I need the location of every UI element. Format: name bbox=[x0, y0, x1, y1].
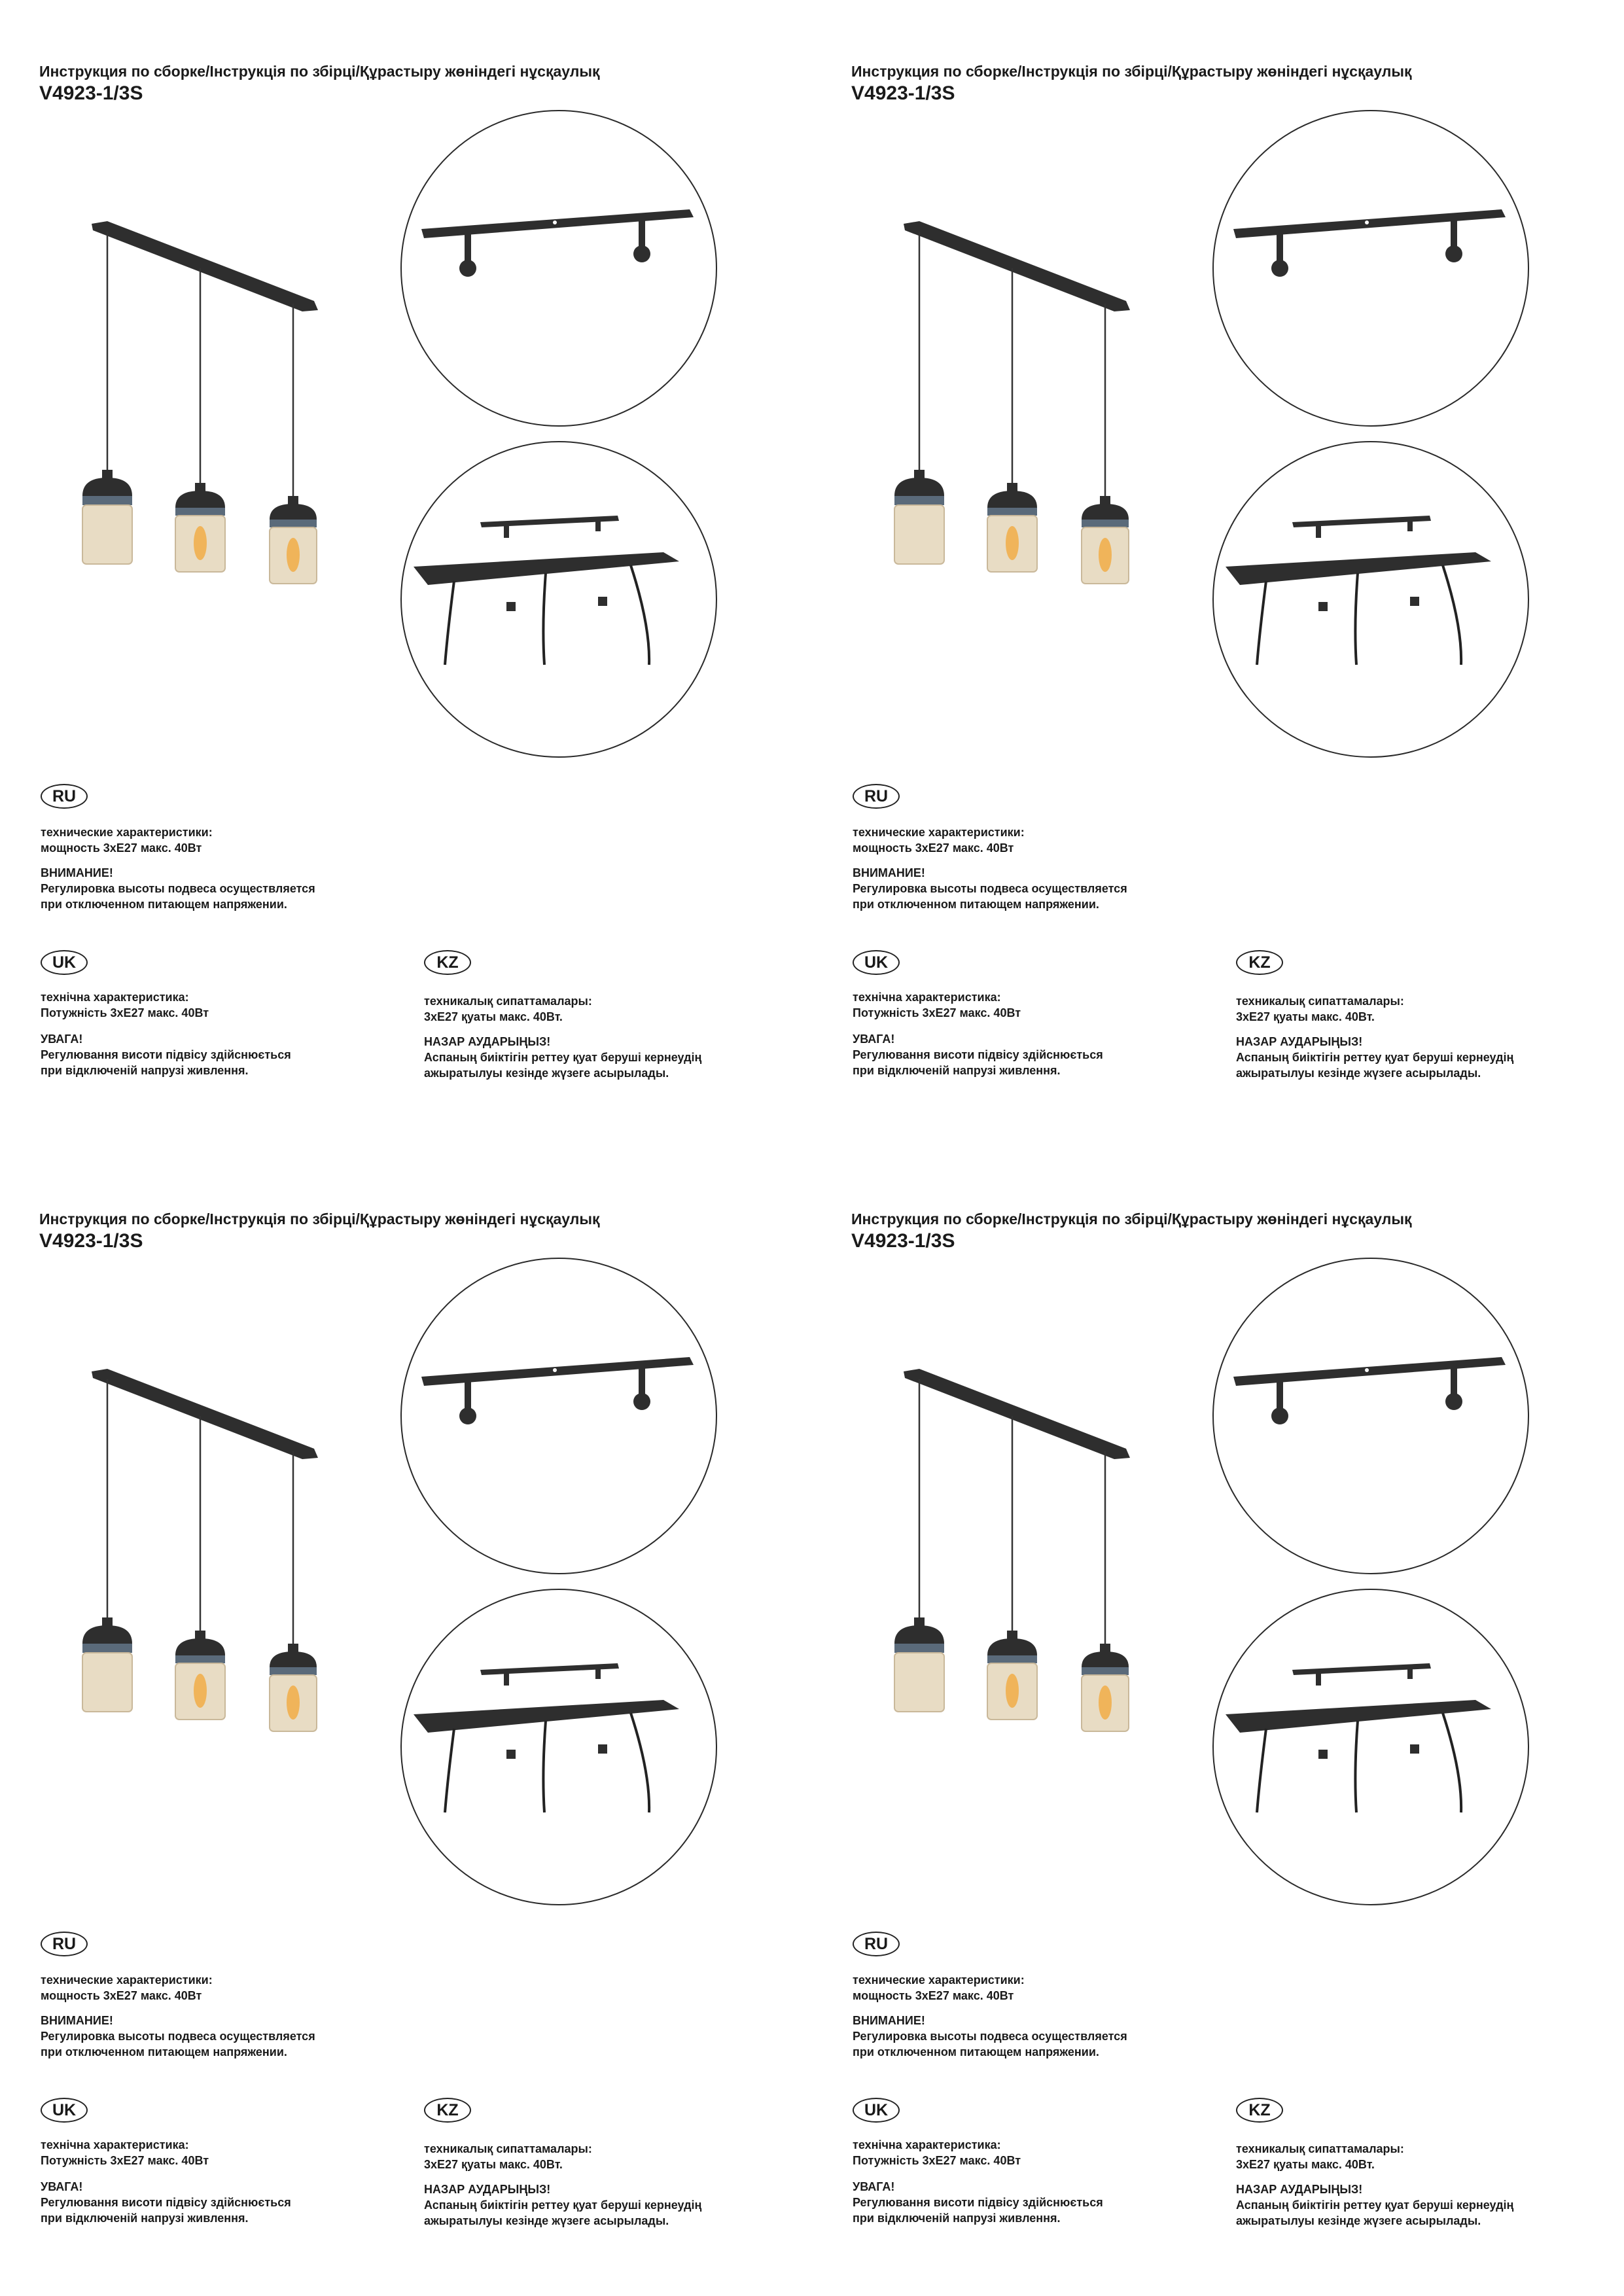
model-number: V4923-1/3S bbox=[39, 82, 143, 104]
uk-specs-heading: технічна характеристика: bbox=[41, 2138, 189, 2151]
uk-specs: Потужність 3хE27 макс. 40Вт bbox=[41, 2154, 209, 2167]
model-number: V4923-1/3S bbox=[851, 82, 955, 104]
instruction-title: Инструкция по сборке/Інструкція по збірці/Құрастыру жөніндегі нұсқаулық bbox=[851, 63, 1412, 80]
kz-warning-line2: ажыратылуы кезінде жүзеге асырылады. bbox=[424, 1067, 669, 1080]
ru-specs-heading: технические характеристики: bbox=[853, 826, 1025, 839]
kz-warning-heading: НАЗАР АУДАРЫҢЫЗ! bbox=[1236, 2183, 1363, 2196]
kz-specs: 3хE27 қуаты макс. 40Вт. bbox=[424, 1010, 563, 1023]
ru-warning-heading: ВНИМАНИЕ! bbox=[853, 866, 925, 879]
kz-warning-line1: Аспаның биіктігін реттеу қуат беруші кернеудің bbox=[424, 2199, 702, 2212]
uk-specs-heading: технічна характеристика: bbox=[853, 2138, 1001, 2151]
canopy-assembly-detail bbox=[1212, 441, 1529, 758]
ru-warning-line2: при отключенном питающем напряжении. bbox=[41, 2045, 287, 2058]
kz-warning-line2: ажыратылуы кезінде жүзеге асырылады. bbox=[424, 2214, 669, 2227]
instruction-panel bbox=[0, 0, 812, 1148]
kz-language-badge: KZ bbox=[424, 2098, 471, 2123]
instruction-title: Инструкция по сборке/Інструкція по збірці/Құрастыру жөніндегі нұсқаулық bbox=[39, 1210, 600, 1227]
ru-warning-heading: ВНИМАНИЕ! bbox=[41, 866, 113, 879]
ru-language-badge: RU bbox=[853, 1932, 900, 1956]
ru-specs: мощность 3хE27 макс. 40Вт bbox=[853, 1989, 1014, 2002]
kz-warning-line2: ажыратылуы кезінде жүзеге асырылады. bbox=[1236, 2214, 1481, 2227]
uk-warning-line2: при відключеній напрузі живлення. bbox=[853, 1064, 1061, 1077]
ru-warning-line2: при отключенном питающем напряжении. bbox=[41, 898, 287, 911]
uk-language-badge: UK bbox=[41, 2098, 88, 2123]
mounting-bracket-detail bbox=[400, 1258, 717, 1574]
instruction-panel bbox=[0, 1148, 812, 2295]
uk-language-badge: UK bbox=[41, 950, 88, 975]
ru-warning-line1: Регулировка высоты подвеса осуществляется bbox=[853, 2030, 1127, 2043]
uk-specs-heading: технічна характеристика: bbox=[41, 991, 189, 1004]
mounting-bracket-detail bbox=[1212, 1258, 1529, 1574]
model-number: V4923-1/3S bbox=[39, 1230, 143, 1252]
ru-warning-heading: ВНИМАНИЕ! bbox=[853, 2014, 925, 2027]
canopy-assembly-detail bbox=[400, 1589, 717, 1905]
instruction-panel bbox=[812, 0, 1624, 1148]
kz-warning-heading: НАЗАР АУДАРЫҢЫЗ! bbox=[424, 2183, 551, 2196]
mounting-bracket-detail bbox=[1212, 110, 1529, 427]
kz-specs-heading: техникалық сипаттамалары: bbox=[1236, 995, 1404, 1008]
ru-warning-line1: Регулировка высоты подвеса осуществляется bbox=[41, 2030, 315, 2043]
ru-warning-line1: Регулировка высоты подвеса осуществляется bbox=[41, 882, 315, 895]
pendant-lamp-photo bbox=[884, 203, 1159, 609]
kz-language-badge: KZ bbox=[1236, 950, 1283, 975]
kz-warning-heading: НАЗАР АУДАРЫҢЫЗ! bbox=[1236, 1035, 1363, 1048]
canopy-assembly-detail bbox=[1212, 1589, 1529, 1905]
mounting-bracket-detail bbox=[400, 110, 717, 427]
kz-specs: 3хE27 қуаты макс. 40Вт. bbox=[1236, 1010, 1375, 1023]
uk-warning-heading: УВАГА! bbox=[41, 2180, 83, 2193]
kz-warning-heading: НАЗАР АУДАРЫҢЫЗ! bbox=[424, 1035, 551, 1048]
uk-specs: Потужність 3хE27 макс. 40Вт bbox=[41, 1006, 209, 1019]
uk-warning-line2: при відключеній напрузі живлення. bbox=[41, 1064, 249, 1077]
kz-language-badge: KZ bbox=[424, 950, 471, 975]
uk-specs: Потужність 3хE27 макс. 40Вт bbox=[853, 1006, 1021, 1019]
pendant-lamp-photo bbox=[884, 1351, 1159, 1756]
kz-warning-line1: Аспаның биіктігін реттеу қуат беруші кернеудің bbox=[1236, 2199, 1514, 2212]
ru-warning-heading: ВНИМАНИЕ! bbox=[41, 2014, 113, 2027]
uk-warning-heading: УВАГА! bbox=[853, 2180, 895, 2193]
ru-warning-line2: при отключенном питающем напряжении. bbox=[853, 2045, 1099, 2058]
uk-warning-line2: при відключеній напрузі живлення. bbox=[853, 2212, 1061, 2225]
kz-specs-heading: техникалық сипаттамалары: bbox=[1236, 2142, 1404, 2155]
kz-specs-heading: техникалық сипаттамалары: bbox=[424, 995, 592, 1008]
uk-warning-line1: Регулювання висоти підвісу здійснюється bbox=[41, 1048, 291, 1061]
kz-specs-heading: техникалық сипаттамалары: bbox=[424, 2142, 592, 2155]
kz-warning-line1: Аспаның биіктігін реттеу қуат беруші кернеудің bbox=[424, 1051, 702, 1064]
pendant-lamp-photo bbox=[72, 1351, 347, 1756]
kz-specs: 3хE27 қуаты макс. 40Вт. bbox=[1236, 2158, 1375, 2171]
kz-warning-line1: Аспаның биіктігін реттеу қуат беруші кернеудің bbox=[1236, 1051, 1514, 1064]
uk-warning-line1: Регулювання висоти підвісу здійснюється bbox=[853, 2196, 1103, 2209]
uk-warning-line1: Регулювання висоти підвісу здійснюється bbox=[853, 1048, 1103, 1061]
ru-specs: мощность 3хE27 макс. 40Вт bbox=[41, 1989, 202, 2002]
uk-specs: Потужність 3хE27 макс. 40Вт bbox=[853, 2154, 1021, 2167]
instruction-title: Инструкция по сборке/Інструкція по збірці/Құрастыру жөніндегі нұсқаулық bbox=[39, 63, 600, 80]
kz-warning-line2: ажыратылуы кезінде жүзеге асырылады. bbox=[1236, 1067, 1481, 1080]
uk-warning-line2: при відключеній напрузі живлення. bbox=[41, 2212, 249, 2225]
uk-warning-heading: УВАГА! bbox=[853, 1033, 895, 1046]
ru-language-badge: RU bbox=[41, 784, 88, 809]
canopy-assembly-detail bbox=[400, 441, 717, 758]
ru-specs-heading: технические характеристики: bbox=[41, 1973, 213, 1987]
ru-specs-heading: технические характеристики: bbox=[41, 826, 213, 839]
uk-language-badge: UK bbox=[853, 950, 900, 975]
ru-language-badge: RU bbox=[853, 784, 900, 809]
ru-language-badge: RU bbox=[41, 1932, 88, 1956]
ru-warning-line1: Регулировка высоты подвеса осуществляется bbox=[853, 882, 1127, 895]
kz-language-badge: KZ bbox=[1236, 2098, 1283, 2123]
instruction-title: Инструкция по сборке/Інструкція по збірці/Құрастыру жөніндегі нұсқаулық bbox=[851, 1210, 1412, 1227]
ru-specs: мощность 3хE27 макс. 40Вт bbox=[41, 841, 202, 855]
pendant-lamp-photo bbox=[72, 203, 347, 609]
uk-language-badge: UK bbox=[853, 2098, 900, 2123]
kz-specs: 3хE27 қуаты макс. 40Вт. bbox=[424, 2158, 563, 2171]
ru-specs: мощность 3хE27 макс. 40Вт bbox=[853, 841, 1014, 855]
ru-warning-line2: при отключенном питающем напряжении. bbox=[853, 898, 1099, 911]
instruction-panel bbox=[812, 1148, 1624, 2295]
uk-warning-heading: УВАГА! bbox=[41, 1033, 83, 1046]
ru-specs-heading: технические характеристики: bbox=[853, 1973, 1025, 1987]
model-number: V4923-1/3S bbox=[851, 1230, 955, 1252]
uk-specs-heading: технічна характеристика: bbox=[853, 991, 1001, 1004]
uk-warning-line1: Регулювання висоти підвісу здійснюється bbox=[41, 2196, 291, 2209]
